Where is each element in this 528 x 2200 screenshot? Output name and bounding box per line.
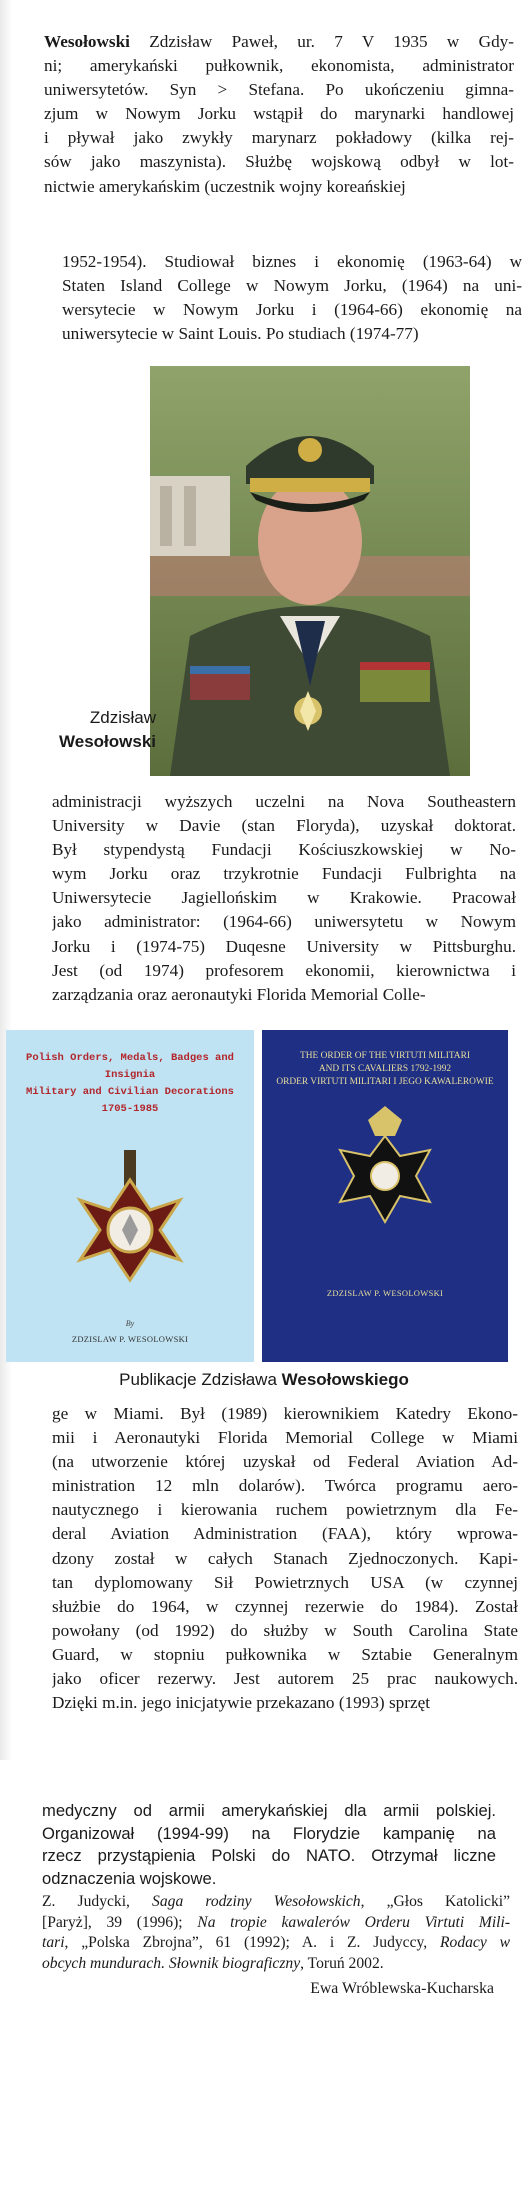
photo-caption-surname: Wesołowski — [59, 732, 156, 751]
text-line: wersytecie w Nowym Jorku i (1964-66) ekonomię na — [62, 300, 522, 320]
sources-list — [42, 1892, 510, 1974]
text-line: Był stypendystą Fundacji Kościuszkowskiej w No- — [52, 840, 516, 860]
text-line: zarządzania oraz aeronautyki Florida Memorial Colle- — [52, 984, 426, 1004]
text-line: Organizował (1994-99) na Florydzie kampanię na — [42, 1823, 496, 1843]
text-segment: nictwie amerykańskim (uczestnik wojny koreańskiej — [44, 176, 406, 196]
text-line: tan dyplomowany Sił Powietrznych USA (w czynnej — [52, 1572, 518, 1592]
text-segment: Wesołowski — [44, 32, 130, 51]
book-cover-polish-orders — [6, 1030, 254, 1362]
text-line: nautycznego i kierowania ruchem powietrznym dla Fe- — [52, 1500, 518, 1520]
bio-paragraph-1 — [44, 30, 514, 199]
book2-author: ZDZISLAW P. WESOLOWSKI — [326, 1288, 444, 1298]
text-line: dzony został w całych Stanach Zjednoczonych. Kapi- — [52, 1548, 518, 1568]
text-segment: [Paryż], 39 (1996); — [42, 1913, 198, 1931]
text-line — [44, 102, 514, 126]
text-line: administracji wyższych uczelni na Nova Southeastern — [52, 792, 516, 811]
article-author: Ewa Wróblewska-Kucharska — [310, 1980, 494, 1997]
text-segment: i pływał jako zwykły marynarz pokładowy (kilka rej- — [44, 128, 514, 148]
text-line: jako oficer rezerwy. Jest autorem 25 prac naukowych. — [52, 1669, 518, 1689]
books-caption — [0, 1370, 528, 1390]
text-segment: , „Polska Zbrojna”, 61 (1992); A. i Z. Judyccy, — [64, 1934, 441, 1951]
text-line: Staten Island College w Nowym Jorku, (1964) na uni- — [62, 276, 522, 296]
virtuti-militari-cross-icon — [330, 1106, 440, 1226]
book1-title — [16, 1050, 244, 1118]
text-line — [44, 150, 514, 174]
text-segment: Rodacy w — [440, 1934, 510, 1951]
book2-title-line: THE ORDER OF THE VIRTUTI MILITARI — [300, 1051, 470, 1061]
portrait-photo — [150, 366, 470, 776]
books-caption-surname: Wesołowskiego — [281, 1370, 409, 1389]
text-line: University w Davie (stan Floryda), uzyskał doktorat. — [52, 816, 516, 836]
text-line — [42, 1913, 510, 1934]
cross-medal-icon — [50, 1150, 210, 1310]
text-line: Dzięki m.in. jego inicjatywie przekazano (1993) sprzęt — [52, 1693, 430, 1713]
text-segment: ni; amerykański pułkownik, ekonomista, administrator — [44, 56, 514, 76]
text-segment: Na tropie kawalerów Orderu Virtuti Mili- — [197, 1913, 510, 1931]
books-caption-prefix: Publikacje Zdzisława — [119, 1370, 282, 1389]
text-segment: obcych mundurach. Słownik biograficzny — [42, 1954, 301, 1972]
text-line: uniwersytecie w Saint Louis. Po studiach (1974-77) — [62, 324, 419, 344]
text-line — [42, 1933, 510, 1954]
book2-title-line: ORDER VIRTUTI MILITARI I JEGO KAWALEROWIE — [276, 1077, 494, 1087]
book1-by: By — [125, 1319, 135, 1328]
book2-title-line: AND ITS CAVALIERS 1792-1992 — [318, 1064, 452, 1074]
text-line — [42, 1892, 510, 1913]
text-line — [44, 30, 514, 54]
text-line — [44, 78, 514, 102]
scan-shadow — [0, 0, 12, 1760]
text-segment: Zdzisław Paweł, ur. 7 V 1935 w Gdy- — [129, 32, 514, 51]
text-line — [44, 126, 514, 150]
text-segment: uniwersytetów. Syn > Stefana. Po ukończeniu gimna- — [44, 80, 514, 100]
text-line: Uniwersytecie Jagiellońskim w Krakowie. Pracował — [52, 888, 516, 908]
officer-portrait-image — [150, 366, 470, 776]
book2-title — [272, 1050, 498, 1089]
photo-caption — [46, 706, 156, 754]
text-line: medyczny od armii amerykańskiej dla armii polskiej. — [42, 1801, 496, 1820]
text-line: ge w Miami. Był (1989) kierownikiem Katedry Ekono- — [52, 1404, 518, 1423]
photo-caption-first-name: Zdzisław — [89, 708, 156, 727]
text-line: odznaczenia wojskowe. — [42, 1868, 217, 1888]
text-line: Jest (od 1974) profesorem ekonomii, kierownictwa i — [52, 960, 516, 980]
text-line: Jorku i (1974-75) Duqesne University w Pittsburghu. — [52, 936, 516, 956]
text-segment: Z. Judycki, — [42, 1893, 153, 1910]
text-line: rzecz przystąpienia Polski do NATO. Otrzymał liczne — [42, 1846, 496, 1866]
text-line — [42, 1954, 510, 1975]
text-segment: tari — [42, 1934, 65, 1951]
text-line — [44, 175, 514, 199]
book-cover-virtuti-militari — [262, 1030, 508, 1362]
text-line: Guard, w stopniu pułkownika w Sztabie Generalnym — [52, 1644, 518, 1664]
text-line: powołany (od 1992) do służby w South Carolina State — [52, 1620, 518, 1640]
text-segment: , „Głos Katolicki” — [360, 1893, 510, 1910]
book1-title-line: 1705-1985 — [101, 1103, 159, 1115]
text-line: wym Jorku oraz trzykrotnie Fundacji Fulbrighta na — [52, 864, 516, 884]
text-segment: sów jako maszynista). Służbę wojskową odbył w lot- — [44, 152, 514, 172]
text-line: (na utworzenie której uzyskał od Federal Aviation Ad- — [52, 1452, 518, 1472]
text-line: mii i Aeronautyki Florida Memorial College w Miami — [52, 1428, 518, 1448]
book1-title-line: Polish Orders, Medals, Badges and Insignia — [26, 1052, 234, 1081]
bio-paragraph-4 — [52, 1402, 518, 1715]
book1-author: ZDZISLAW P. WESOLOWSKI — [71, 1334, 189, 1344]
text-segment: , Toruń 2002. — [300, 1954, 384, 1972]
text-line: służbie do 1964, w czynnej rezerwie do 1984). Został — [52, 1596, 518, 1616]
text-segment: Saga rodziny Wesołowskich — [152, 1893, 361, 1910]
bio-paragraph-5 — [42, 1800, 496, 1890]
text-line: jako administrator: (1964-66) uniwersytetu w Nowym — [52, 912, 516, 932]
text-segment: zjum w Nowym Jorku wstąpił do marynarki handlowej — [44, 104, 514, 124]
text-line — [44, 54, 514, 78]
book1-title-line: Military and Civilian Decorations — [26, 1086, 234, 1098]
text-line: deral Aviation Administration (FAA), który wprowa- — [52, 1524, 518, 1544]
text-line: 1952-1954). Studiował biznes i ekonomię (1963-64) w — [62, 252, 522, 271]
bio-paragraph-3 — [52, 790, 516, 1007]
text-line: ministration 12 mln dolarów). Twórca programu aero- — [52, 1476, 518, 1496]
bio-paragraph-2 — [62, 250, 522, 346]
